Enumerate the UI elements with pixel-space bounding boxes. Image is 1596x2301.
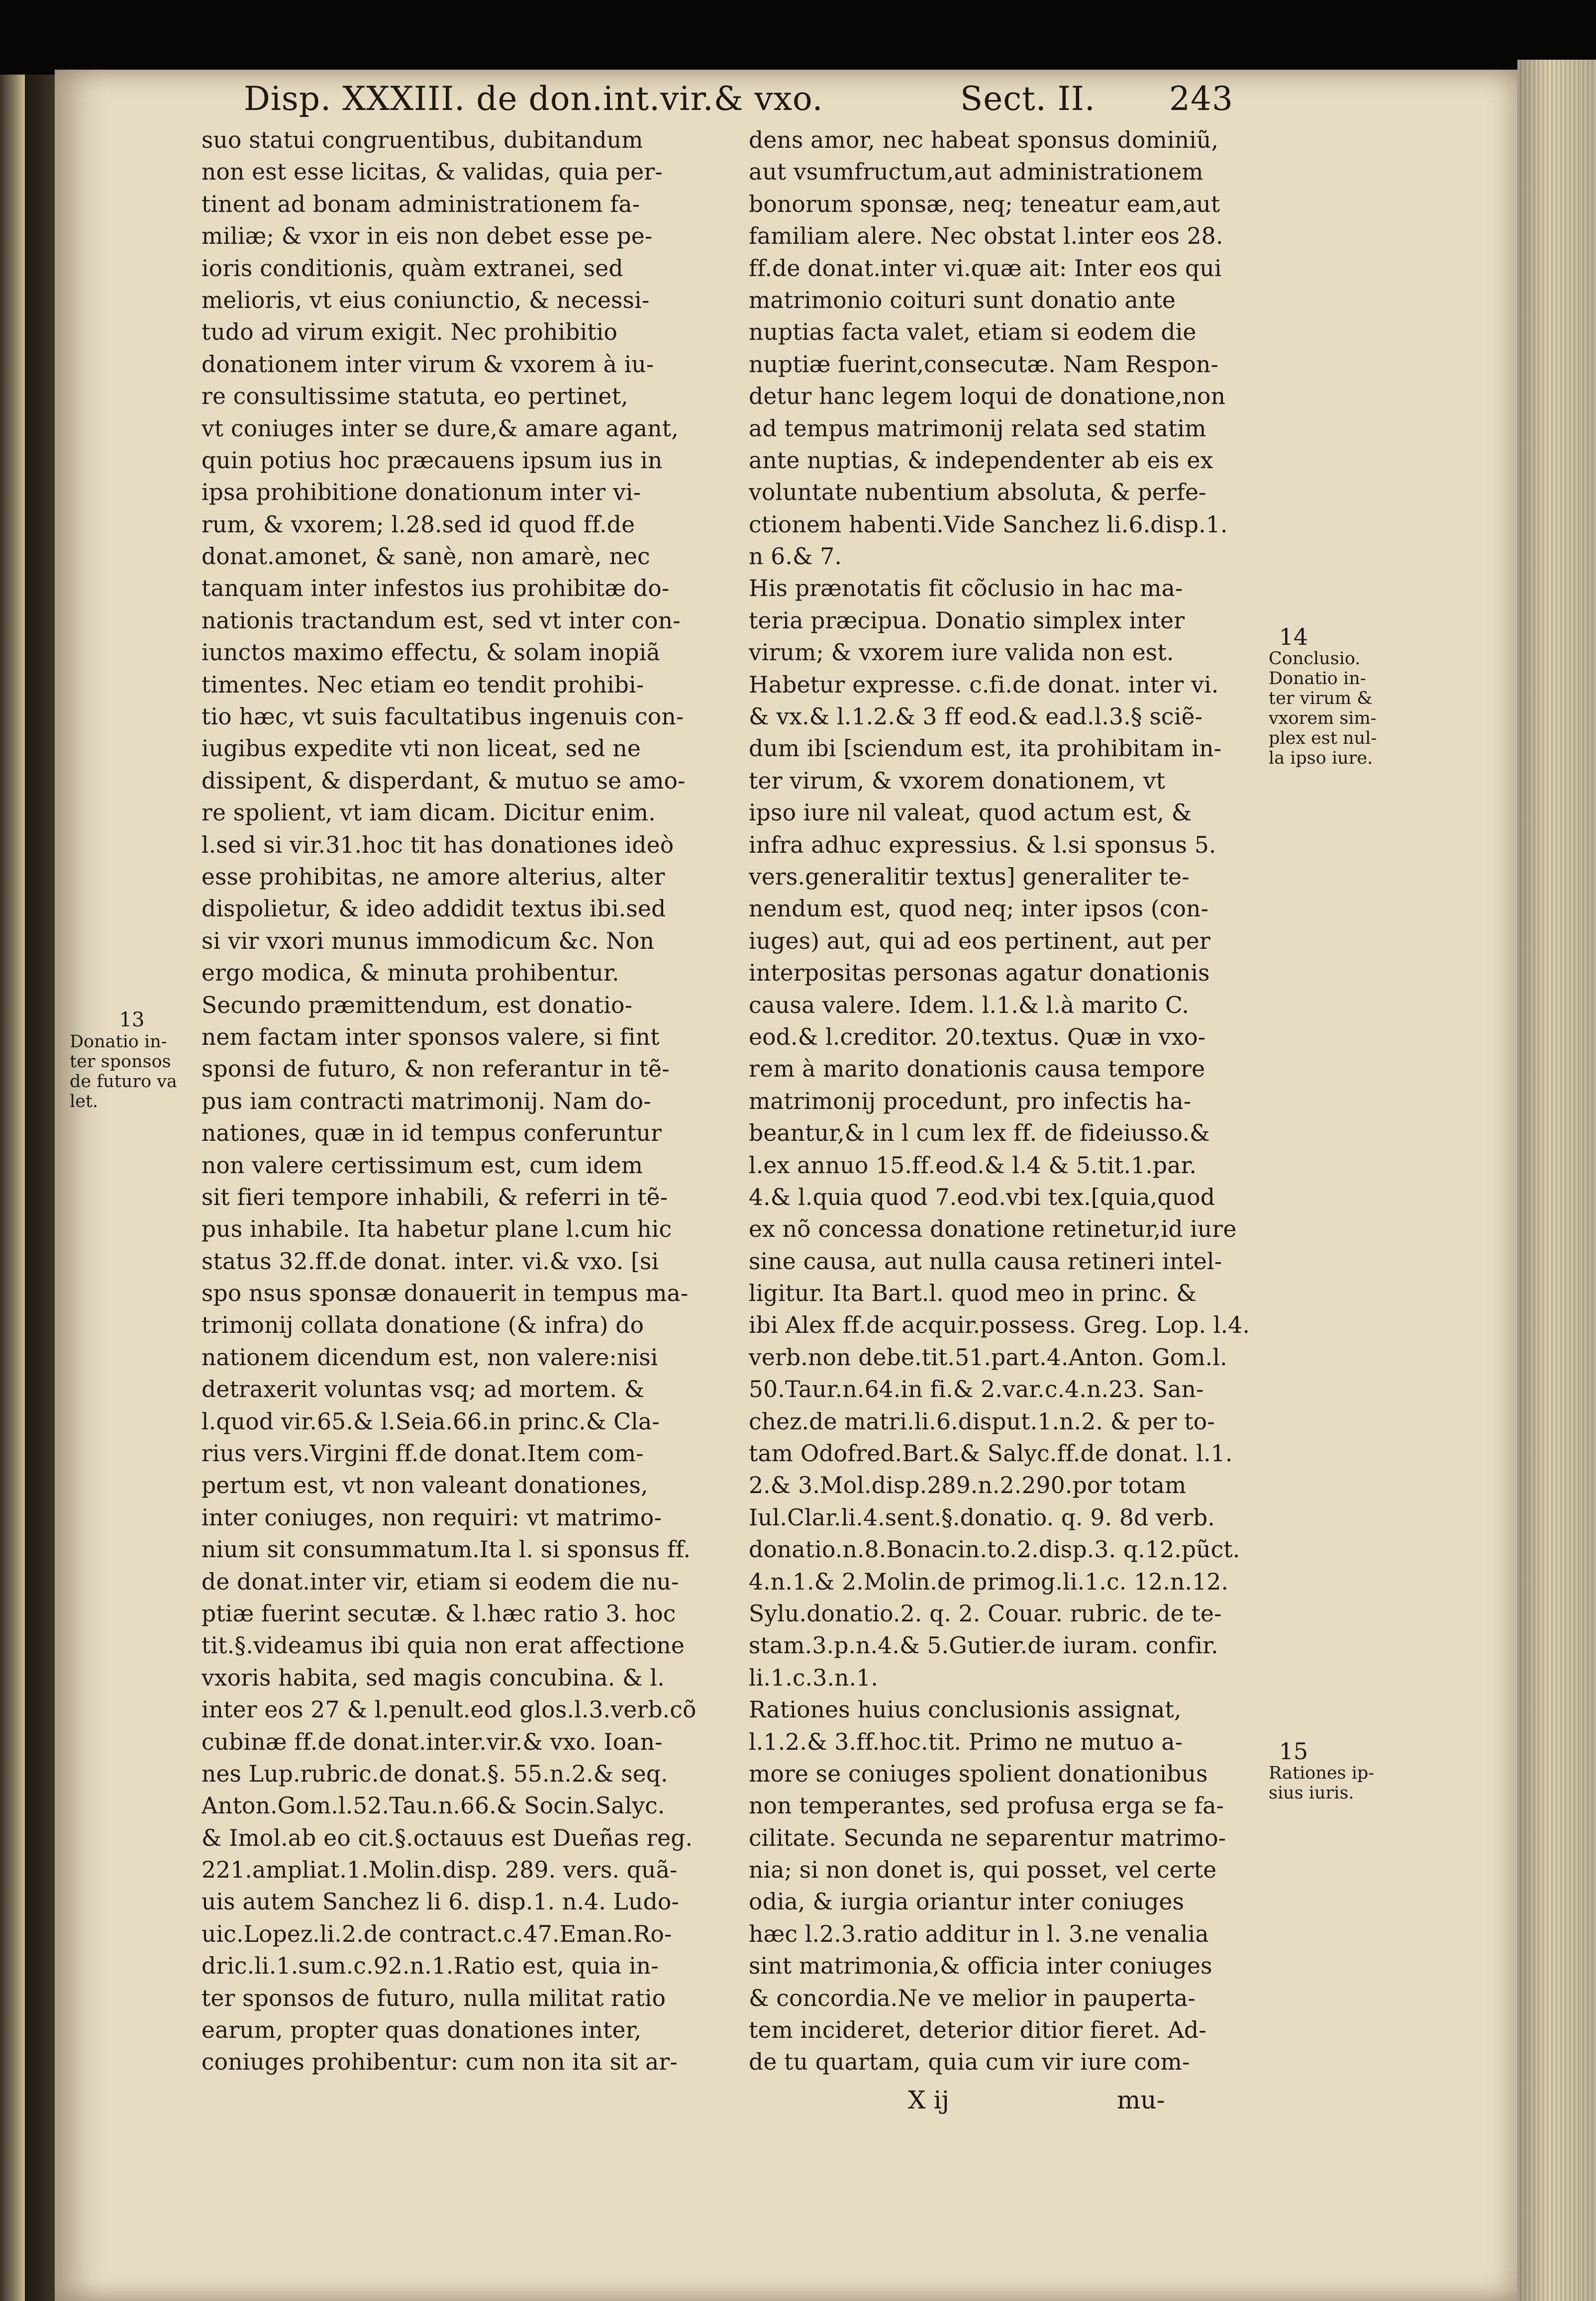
- text-line: rius vers.Virgini ff.de donat.Item com-: [201, 1440, 644, 1467]
- text-line: ibi Alex ff.de acquir.possess. Greg. Lop. l.4.: [749, 1312, 1250, 1339]
- text-line: Anton.Gom.l.52.Tau.n.66.& Socin.Salyc.: [201, 1793, 665, 1819]
- text-line: ex nõ concessa donatione retinetur,id iure: [749, 1216, 1237, 1243]
- facing-page-edge: [0, 75, 25, 2301]
- text-line: si vir vxori munus immodicum &c. Non: [201, 927, 655, 954]
- text-line: tit.§.videamus ibi quia non erat affectione: [201, 1632, 685, 1659]
- text-line: re spolient, vt iam dicam. Dicitur enim.: [201, 800, 656, 826]
- text-line: uic.Lopez.li.2.de contract.c.47.Eman.Ro-: [201, 1920, 672, 1947]
- left-text-column: [201, 124, 724, 2079]
- text-line: nationem dicendum est, non valere:nisi: [201, 1344, 658, 1371]
- text-line: tanquam inter infestos ius prohibitæ do-: [201, 575, 670, 602]
- text-line: 2.& 3.Mol.disp.289.n.2.290.por totam: [749, 1472, 1187, 1499]
- text-line: 4.& l.quia quod 7.eod.vbi tex.[quia,quod: [749, 1184, 1215, 1210]
- text-line: donatio.n.8.Bonacin.to.2.disp.3. q.12.pũct.: [749, 1536, 1240, 1563]
- text-line: Rationes huius conclusionis assignat,: [749, 1697, 1182, 1723]
- text-line: iugibus expedite vti non liceat, sed ne: [201, 735, 641, 762]
- text-line: aut vsumfructum,aut administrationem: [749, 159, 1203, 186]
- margin-note-14: [1269, 623, 1418, 768]
- right-text-column: [749, 124, 1266, 2079]
- text-line: pus inhabile. Ita habetur plane l.cum hic: [201, 1216, 672, 1243]
- text-line: Secundo præmittendum, est donatio-: [201, 992, 633, 1018]
- text-line: 4.n.1.& 2.Molin.de primog.li.1.c. 12.n.12.: [749, 1568, 1229, 1595]
- text-line: matrimonio coituri sunt donatio ante: [749, 287, 1176, 313]
- text-line: ipso iure nil valeat, quod actum est, &: [749, 800, 1192, 826]
- text-line: nuptiæ fuerint,consecutæ. Nam Respon-: [749, 351, 1219, 378]
- text-line: voluntate nubentium absoluta, & perfe-: [749, 479, 1206, 506]
- text-line: non est esse licitas, & validas, quia per-: [201, 159, 663, 186]
- text-line: sit fieri tempore inhabili, & referri in tẽ-: [201, 1184, 668, 1210]
- text-line: & vx.& l.1.2.& 3 ff eod.& ead.l.3.§ sciẽ-: [749, 703, 1203, 730]
- text-line: chez.de matri.li.6.disput.1.n.2. & per to-: [749, 1408, 1215, 1435]
- section-label: Sect. II.: [960, 80, 1096, 118]
- text-line: interpositas personas agatur donationis: [749, 960, 1210, 987]
- text-line: donationem inter virum & vxorem à iu-: [201, 351, 654, 378]
- text-line: infra adhuc expressius. & l.si sponsus 5.: [749, 831, 1216, 858]
- text-line: ff.de donat.inter vi.quæ ait: Inter eos qui: [749, 255, 1222, 282]
- text-line: 221.ampliat.1.Molin.disp. 289. vers. quã-: [201, 1857, 678, 1884]
- margin-note-line: ter sponsos: [70, 1052, 171, 1072]
- text-line: nia; si non donet is, qui posset, vel certe: [749, 1857, 1217, 1884]
- text-line: miliæ; & vxor in eis non debet esse pe-: [201, 223, 653, 250]
- text-line: tinent ad bonam administrationem fa-: [201, 191, 640, 217]
- text-line: vt coniuges inter se dure,& amare agant,: [201, 415, 679, 442]
- text-line: & Imol.ab eo cit.§.octauus est Dueñas reg.: [201, 1824, 693, 1851]
- margin-note-line: plex est nul-: [1269, 728, 1377, 748]
- text-line: re consultissime statuta, eo pertinet,: [201, 383, 628, 410]
- margin-note-line: la ipso iure.: [1269, 748, 1373, 768]
- text-line: dens amor, nec habeat sponsus dominiũ,: [749, 127, 1219, 153]
- margin-note-line: Rationes ip-: [1269, 1763, 1375, 1783]
- text-line: iunctos maximo effectu, & solam inopiã: [201, 639, 660, 666]
- text-line: sint matrimonia,& officia inter coniuges: [749, 1953, 1212, 1980]
- text-line: cubinæ ff.de donat.inter.vir.& vxo. Ioan-: [201, 1728, 663, 1755]
- text-line: l.sed si vir.31.hoc tit has donationes ideò: [201, 831, 674, 858]
- scan-background: [0, 0, 1596, 75]
- text-line: ligitur. Ita Bart.l. quod meo in princ. &: [749, 1280, 1197, 1307]
- text-line: dissipent, & disperdant, & mutuo se amo-: [201, 767, 686, 794]
- margin-note-line: Donatio in-: [1269, 669, 1366, 689]
- text-line: detur hanc legem loqui de donatione,non: [749, 383, 1226, 410]
- text-line: de tu quartam, quia cum vir iure com-: [749, 2049, 1190, 2076]
- margin-note-line: Donatio in-: [70, 1032, 167, 1052]
- text-line: inter eos 27 & l.penult.eod glos.l.3.verb.cõ: [201, 1697, 697, 1723]
- text-line: Sylu.donatio.2. q. 2. Couar. rubric. de te-: [749, 1600, 1222, 1627]
- text-line: nationes, quæ in id tempus conferuntur: [201, 1120, 662, 1147]
- margin-note-line: vxorem sim-: [1269, 708, 1377, 728]
- text-line: more se coniuges spolient donationibus: [749, 1760, 1208, 1787]
- text-line: 50.Taur.n.64.in fi.& 2.var.c.4.n.23. San-: [749, 1376, 1204, 1403]
- text-line: bonorum sponsæ, neq; teneatur eam,aut: [749, 191, 1220, 217]
- text-line: virum; & vxorem iure valida non est.: [749, 639, 1174, 666]
- text-line: tio hæc, vt suis facultatibus ingenuis con-: [201, 703, 684, 730]
- text-line: nes Lup.rubric.de donat.§. 55.n.2.& seq.: [201, 1760, 668, 1787]
- text-line: beantur,& in l cum lex ff. de fideiusso.&: [749, 1120, 1210, 1147]
- text-line: l.ex annuo 15.ff.eod.& l.4 & 5.tit.1.par.: [749, 1152, 1197, 1179]
- text-line: de donat.inter vir, etiam si eodem die nu-: [201, 1568, 679, 1595]
- text-line: tudo ad virum exigit. Nec prohibitio: [201, 319, 618, 346]
- text-line: ter virum, & vxorem donationem, vt: [749, 767, 1166, 794]
- text-line: vers.generalitir textus] generaliter te-: [749, 863, 1190, 890]
- text-line: melioris, vt eius coniunctio, & necessi-: [201, 287, 650, 313]
- text-line: nationis tractandum est, sed vt inter con-: [201, 607, 681, 634]
- text-line: pertum est, vt non valeant donationes,: [201, 1472, 648, 1499]
- text-line: ctionem habenti.Vide Sanchez li.6.disp.1.: [749, 511, 1228, 538]
- page-block-edge: [1517, 60, 1596, 2301]
- text-line: uis autem Sanchez li 6. disp.1. n.4. Ludo-: [201, 1889, 680, 1915]
- page-footer: [749, 2086, 1266, 2120]
- text-line: cilitate. Secunda ne separentur matrimo-: [749, 1824, 1226, 1851]
- running-title: Disp. XXXIII. de don.int.vir.& vxo.: [244, 80, 823, 118]
- text-line: Iul.Clar.li.4.sent.§.donatio. q. 9. 8d verb.: [749, 1504, 1215, 1531]
- text-line: ergo modica, & minuta prohibentur.: [201, 960, 619, 987]
- text-line: li.1.c.3.n.1.: [749, 1664, 879, 1691]
- text-line: l.1.2.& 3.ff.hoc.tit. Primo ne mutuo a-: [749, 1728, 1183, 1755]
- text-line: earum, propter quas donationes inter,: [201, 2017, 642, 2044]
- text-line: vxoris habita, sed magis concubina. & l.: [201, 1664, 665, 1691]
- text-line: nendum est, quod neq; inter ipsos (con-: [749, 896, 1209, 922]
- text-line: coniuges prohibentur: cum non ita sit ar-: [201, 2049, 678, 2076]
- text-line: odia, & iurgia oriantur inter coniuges: [749, 1889, 1185, 1915]
- text-line: matrimonij procedunt, pro infectis ha-: [749, 1088, 1192, 1114]
- text-line: timentes. Nec etiam eo tendit prohibi-: [201, 671, 644, 698]
- text-line: dric.li.1.sum.c.92.n.1.Ratio est, quia in-: [201, 1953, 659, 1980]
- text-line: nem factam inter sponsos valere, si fint: [201, 1023, 660, 1050]
- text-line: tam Odofred.Bart.& Salyc.ff.de donat. l.1.: [749, 1440, 1233, 1467]
- margin-note-number: 15: [1279, 1738, 1308, 1765]
- text-line: esse prohibitas, ne amore alterius, alter: [201, 863, 665, 890]
- text-line: spo nsus sponsæ donauerit in tempus ma-: [201, 1280, 689, 1307]
- text-line: teria præcipua. Donatio simplex inter: [749, 607, 1185, 634]
- catchword: mu-: [1117, 2086, 1165, 2114]
- text-line: ptiæ fuerint secutæ. & l.hæc ratio 3. hoc: [201, 1600, 676, 1627]
- margin-note-line: ter virum &: [1269, 689, 1373, 708]
- signature-mark: X ij: [908, 2086, 949, 2114]
- text-line: eod.& l.creditor. 20.textus. Quæ in vxo-: [749, 1023, 1206, 1050]
- text-line: trimonij collata donatione (& infra) do: [201, 1312, 644, 1339]
- margin-note-line: let.: [70, 1092, 99, 1111]
- text-line: His prænotatis fit cõclusio in hac ma-: [749, 575, 1183, 602]
- text-line: inter coniuges, non requiri: vt matrimo-: [201, 1504, 662, 1531]
- text-line: ter sponsos de futuro, nulla militat ratio: [201, 1985, 666, 2011]
- text-line: stam.3.p.n.4.& 5.Gutier.de iuram. confir.: [749, 1632, 1218, 1659]
- text-line: Habetur expresse. c.fi.de donat. inter vi.: [749, 671, 1219, 698]
- text-line: nuptias facta valet, etiam si eodem die: [749, 319, 1197, 346]
- text-line: l.quod vir.65.& l.Seia.66.in princ.& Cla-: [201, 1408, 660, 1435]
- text-line: verb.non debe.tit.51.part.4.Anton. Gom.l.: [749, 1344, 1227, 1371]
- text-line: non temperantes, sed profusa erga se fa-: [749, 1793, 1224, 1819]
- text-line: ante nuptias, & independenter ab eis ex: [749, 447, 1213, 474]
- text-line: donat.amonet, & sanè, non amarè, nec: [201, 543, 650, 570]
- text-line: ioris conditionis, quàm extranei, sed: [201, 255, 623, 282]
- text-line: familiam alere. Nec obstat l.inter eos 28.: [749, 223, 1223, 250]
- text-line: non valere certissimum est, cum idem: [201, 1152, 643, 1179]
- text-line: hæc l.2.3.ratio additur in l. 3.ne venalia: [749, 1920, 1209, 1947]
- book-gutter: [25, 75, 55, 2301]
- page-number: 243: [1169, 80, 1233, 118]
- text-line: suo statui congruentibus, dubitandum: [201, 127, 643, 153]
- text-line: rem à marito donationis causa tempore: [749, 1056, 1205, 1083]
- text-line: nium sit consummatum.Ita l. si sponsus ff.: [201, 1536, 691, 1563]
- margin-note-line: sius iuris.: [1269, 1783, 1354, 1803]
- text-line: n 6.& 7.: [749, 543, 842, 570]
- text-line: status 32.ff.de donat. inter. vi.& vxo. [si: [201, 1248, 659, 1275]
- margin-note-line: Conclusio.: [1269, 649, 1361, 669]
- text-line: dum ibi [sciendum est, ita prohibitam in-: [749, 735, 1222, 762]
- text-line: sponsi de futuro, & non referantur in tẽ-: [201, 1056, 670, 1083]
- text-line: & concordia.Ne ve melior in pauperta-: [749, 1985, 1196, 2011]
- text-line: ipsa prohibitione donationum inter vi-: [201, 479, 641, 506]
- margin-note-number: 14: [1279, 623, 1308, 650]
- text-line: causa valere. Idem. l.1.& l.à marito C.: [749, 992, 1190, 1018]
- margin-note-15: [1269, 1738, 1418, 1803]
- text-line: rum, & vxorem; l.28.sed id quod ff.de: [201, 511, 635, 538]
- text-line: iuges) aut, qui ad eos pertinent, aut per: [749, 927, 1210, 954]
- text-line: sine causa, aut nulla causa retineri intel-: [749, 1248, 1222, 1275]
- margin-note-line: de futuro va: [70, 1072, 177, 1092]
- text-line: dispolietur, & ideo addidit textus ibi.sed: [201, 896, 666, 922]
- text-line: quin potius hoc præcauens ipsum ius in: [201, 447, 663, 474]
- margin-note-number: 13: [119, 1008, 145, 1031]
- margin-note-13: [70, 1010, 194, 1111]
- text-line: detraxerit voluntas vsq; ad mortem. &: [201, 1376, 645, 1403]
- text-line: ad tempus matrimonij relata sed statim: [749, 415, 1206, 442]
- text-line: pus iam contracti matrimonij. Nam do-: [201, 1088, 651, 1114]
- text-line: tem incideret, deterior ditior fieret. Ad-: [749, 2017, 1206, 2044]
